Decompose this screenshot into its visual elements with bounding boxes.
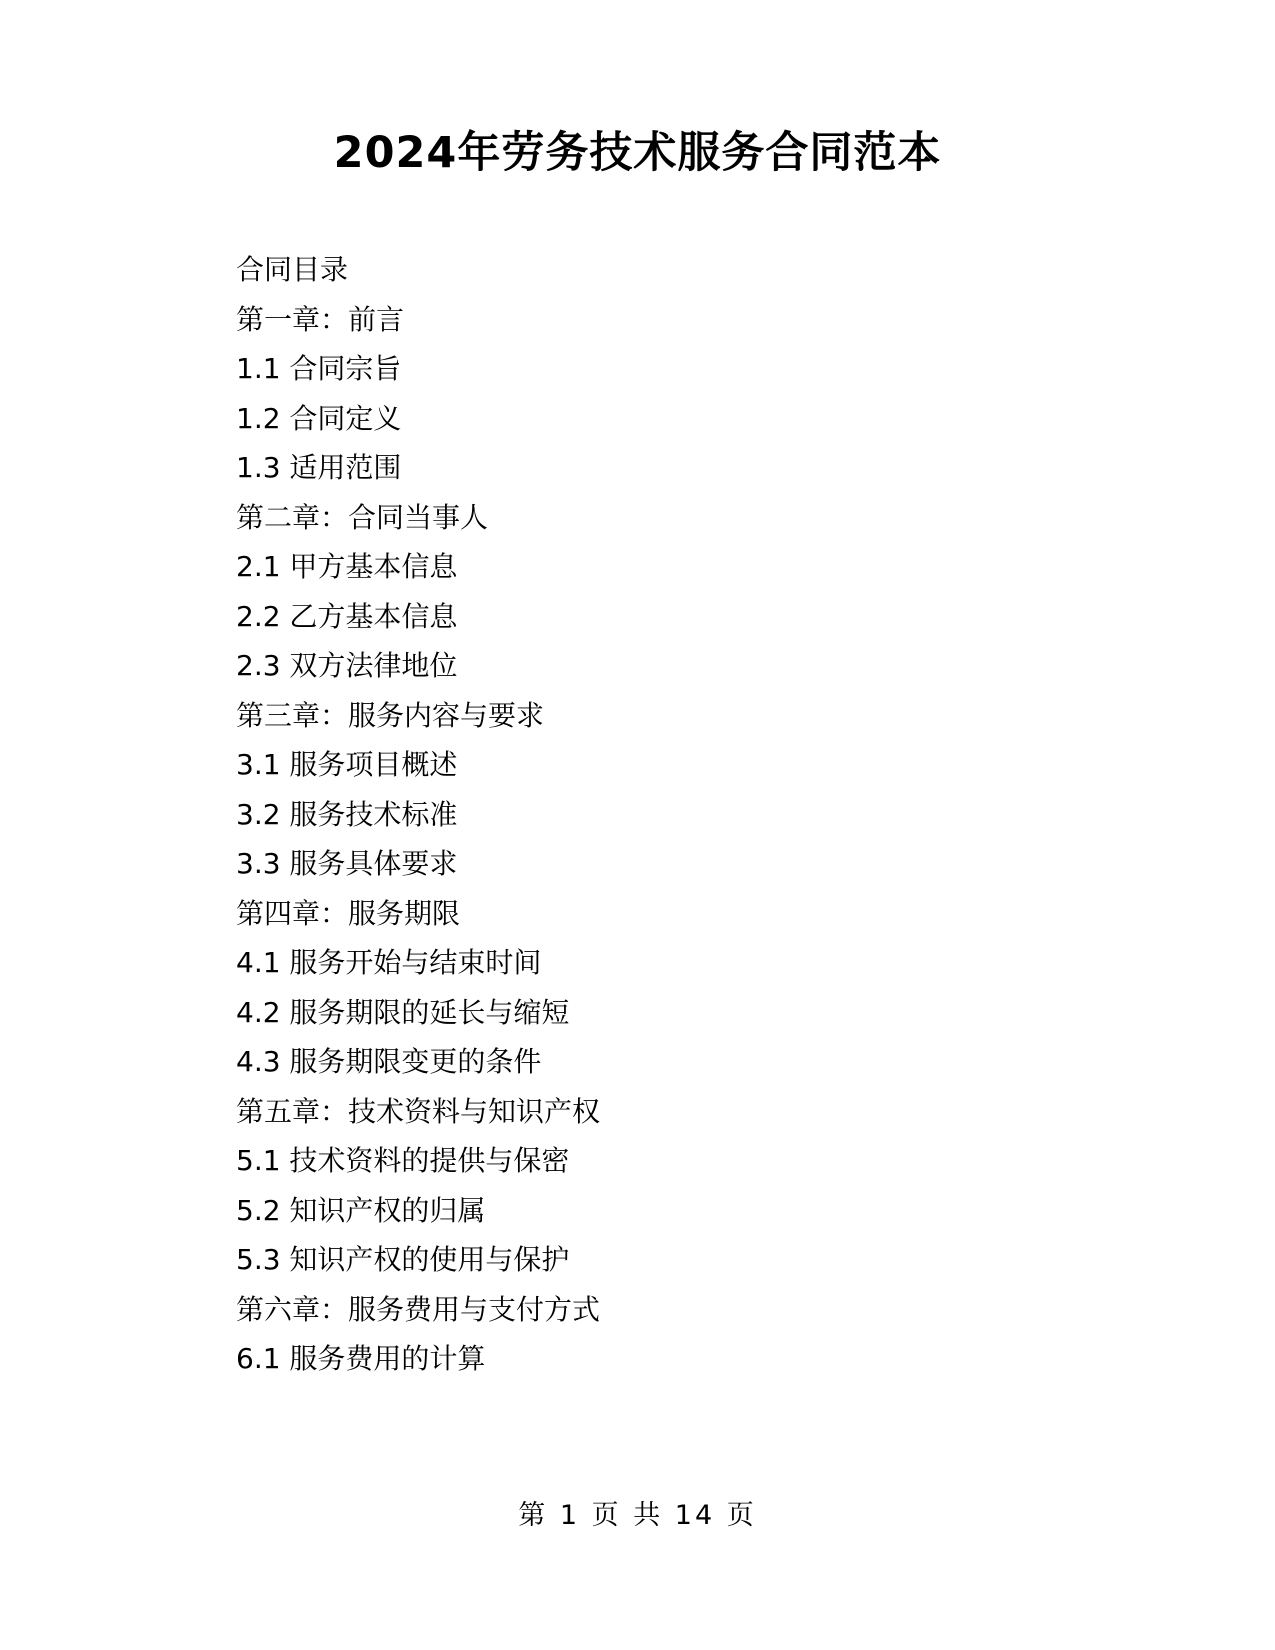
toc-entry-2-3: 2.3 双方法律地位: [236, 649, 458, 682]
toc-entry-1-3: 1.3 适用范围: [236, 451, 402, 484]
toc-entry-5-3: 5.3 知识产权的使用与保护: [236, 1243, 570, 1276]
toc-entry-4-1: 4.1 服务开始与结束时间: [236, 946, 542, 979]
page-footer: 第 1 页 共 14 页: [518, 1500, 757, 1531]
page-title: 2024年劳务技术服务合同范本: [333, 128, 942, 178]
table-of-contents: [236, 245, 1096, 1384]
toc-entry-5-2: 5.2 知识产权的归属: [236, 1193, 486, 1227]
toc-chapter-6: 第六章：服务费用与支付方式: [236, 1292, 601, 1326]
toc-entry-4-2: 4.2 服务期限的延长与缩短: [236, 995, 570, 1029]
toc-entry-6-1: 6.1 服务费用的计算: [236, 1342, 486, 1375]
toc-chapter-3: 第三章：服务内容与要求: [236, 698, 545, 732]
toc-entry-2-2: 2.2 乙方基本信息: [236, 599, 458, 633]
toc-entry-2-1: 2.1 甲方基本信息: [236, 550, 458, 583]
toc-heading: 合同目录: [236, 253, 349, 286]
toc-chapter-5: 第五章：技术资料与知识产权: [236, 1094, 601, 1128]
toc-chapter-1: 第一章：前言: [236, 302, 405, 336]
toc-chapter-4: 第四章：服务期限: [236, 896, 461, 930]
toc-entry-3-3: 3.3 服务具体要求: [236, 847, 458, 880]
toc-entry-1-1: 1.1 合同宗旨: [236, 352, 402, 385]
toc-entry-5-1: 5.1 技术资料的提供与保密: [236, 1144, 570, 1177]
toc-chapter-2: 第二章：合同当事人: [236, 500, 489, 534]
toc-entry-4-3: 4.3 服务期限变更的条件: [236, 1045, 542, 1078]
toc-entry-3-1: 3.1 服务项目概述: [236, 748, 458, 781]
toc-entry-1-2: 1.2 合同定义: [236, 401, 402, 435]
toc-entry-3-2: 3.2 服务技术标准: [236, 797, 458, 831]
